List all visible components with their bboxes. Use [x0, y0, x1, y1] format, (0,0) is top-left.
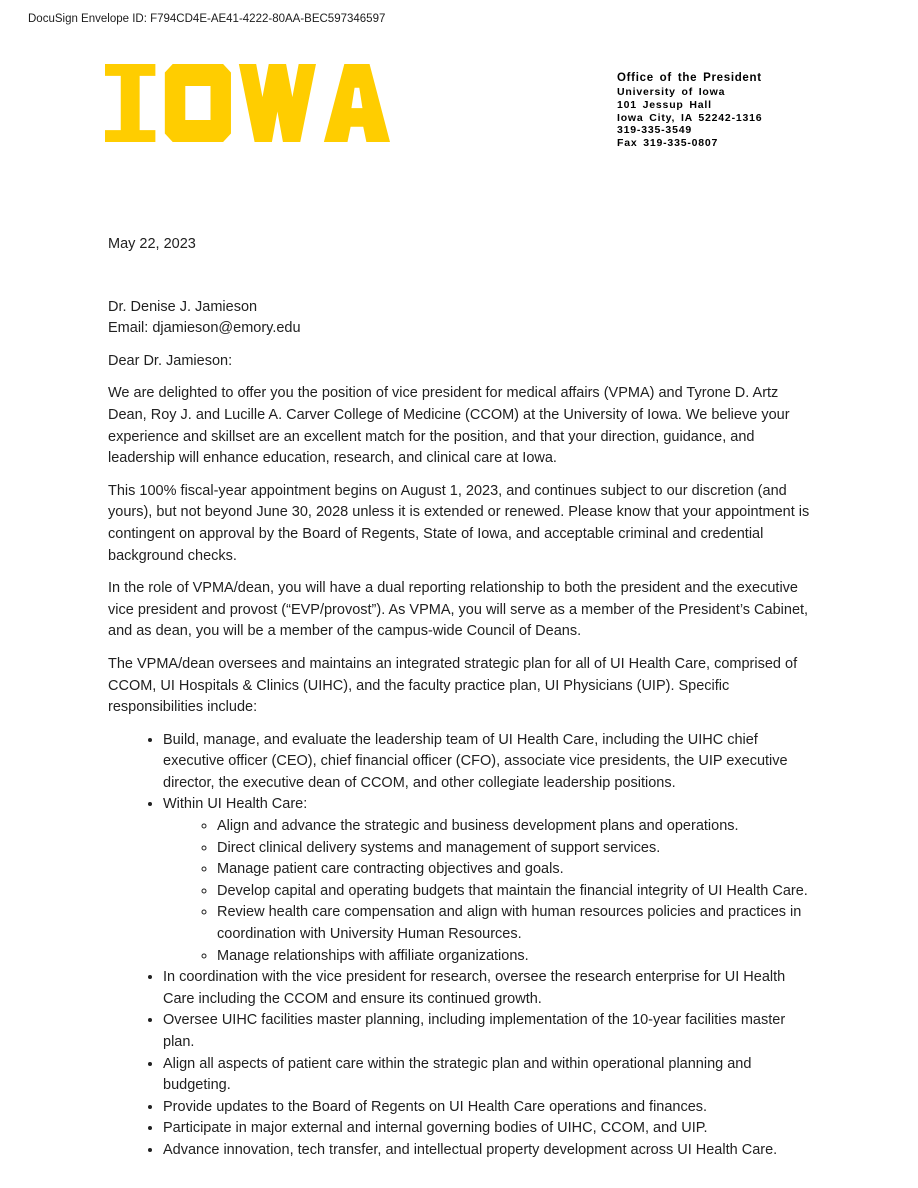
- list-item: • Build, manage, and evaluate the leadership team of UI Health Care, including the UIHC chief executive officer (CEO), chief financial officer (CFO), associate vice presidents, the UIP executive director, the executive dean of CCOM, and other collegiate leadership positions.: [163, 730, 815, 795]
- logo-letter-w: [239, 64, 316, 142]
- paragraph-responsibilities-intro: The VPMA/dean oversees and maintains an integrated strategic plan for all of UI Health Care, comprised of CCOM, UI Hospitals & Clinics (UIHC), and the faculty practice plan, UI Physicians (UIP). Specific responsibilities include:: [108, 655, 798, 716]
- list-item: • Provide updates to the Board of Regents on UI Health Care operations and finances.: [163, 1097, 815, 1119]
- list-item: [163, 794, 815, 967]
- office-address-block: [617, 71, 762, 150]
- paragraph-reporting: In the role of VPMA/dean, you will have a dual reporting relationship to both the president and the executive vice president and provost (“EVP/provost”). As VPMA, you will serve as a member of the President’s Cabinet, and as dean, you will be a member of the campus-wide Council of Deans.: [108, 580, 809, 640]
- list-item: • Participate in major external and internal governing bodies of UIHC, CCOM, and UIP.: [163, 1118, 815, 1140]
- list-item: ◦ Direct clinical delivery systems and management of support services.: [217, 838, 815, 860]
- office-line-institution: University of Iowa: [617, 86, 726, 98]
- list-item: ◦ Manage relationships with affiliate organizations.: [217, 946, 815, 968]
- list-item: • Advance innovation, tech transfer, and intellectual property development across UI Health Care.: [163, 1140, 815, 1162]
- logo-letter-o: [165, 64, 231, 142]
- list-item: • Align all aspects of patient care within the strategic plan and within operational planning and budgeting.: [163, 1054, 815, 1097]
- recipient-email: Email: djamieson@emory.edu: [108, 320, 301, 337]
- letter-body: [108, 234, 815, 1162]
- letter-date: May 22, 2023: [108, 236, 196, 252]
- list-item-label: Within UI Health Care:: [163, 796, 308, 813]
- responsibilities-list: [108, 730, 815, 1162]
- paragraph-appointment-term: This 100% fiscal-year appointment begins on August 1, 2023, and continues subject to our discretion (and yours), but not beyond June 30, 2028 unless it is extended or renewed. Please know that your appointment is contingent on approval by the Board of Regents, State of Iowa, and acceptable criminal and credential background checks.: [108, 482, 810, 564]
- recipient-name: Dr. Denise J. Jamieson: [108, 298, 258, 315]
- office-line-street: 101 Jessup Hall: [617, 98, 712, 111]
- docusign-envelope-id: DocuSign Envelope ID: F794CD4E-AE41-4222-80AA-BEC597346597: [28, 13, 386, 25]
- iowa-logo: [105, 64, 390, 147]
- list-item: ◦ Align and advance the strategic and business development plans and operations.: [217, 816, 815, 838]
- list-item: • In coordination with the vice president for research, oversee the research enterprise for UI Health Care including the CCOM and ensure its continued growth.: [163, 967, 815, 1010]
- logo-letter-a: [324, 64, 390, 142]
- list-item: ◦ Develop capital and operating budgets that maintain the financial integrity of UI Health Care.: [217, 881, 815, 903]
- office-line-fax: Fax 319-335-0807: [617, 137, 719, 150]
- list-item: ◦ Review health care compensation and align with human resources policies and practices in coordination with University Human Resources.: [217, 902, 815, 945]
- list-item: ◦ Manage patient care contracting objectives and goals.: [217, 859, 815, 881]
- logo-letter-i: [105, 64, 155, 142]
- list-item: • Oversee UIHC facilities master planning, including implementation of the 10-year facilities master plan.: [163, 1010, 815, 1053]
- office-line-city: Iowa City, IA 52242-1316: [617, 111, 763, 124]
- paragraph-offer: We are delighted to offer you the position of vice president for medical affairs (VPMA) and Tyrone D. Artz Dean, Roy J. and Lucille A. Carver College of Medicine (CCOM) at the University of Iowa. We believe your experience and skillset are an excellent match for the position, and that your direction, guidance, and leadership will enhance education, research, and clinical care at Iowa.: [108, 385, 790, 467]
- salutation: Dear Dr. Jamieson:: [108, 352, 233, 369]
- office-title: Office of the President: [617, 72, 762, 84]
- ui-health-care-sublist: [163, 816, 815, 967]
- iowa-logo-graphic: [105, 64, 390, 142]
- office-line-phone: 319-335-3549: [617, 124, 692, 137]
